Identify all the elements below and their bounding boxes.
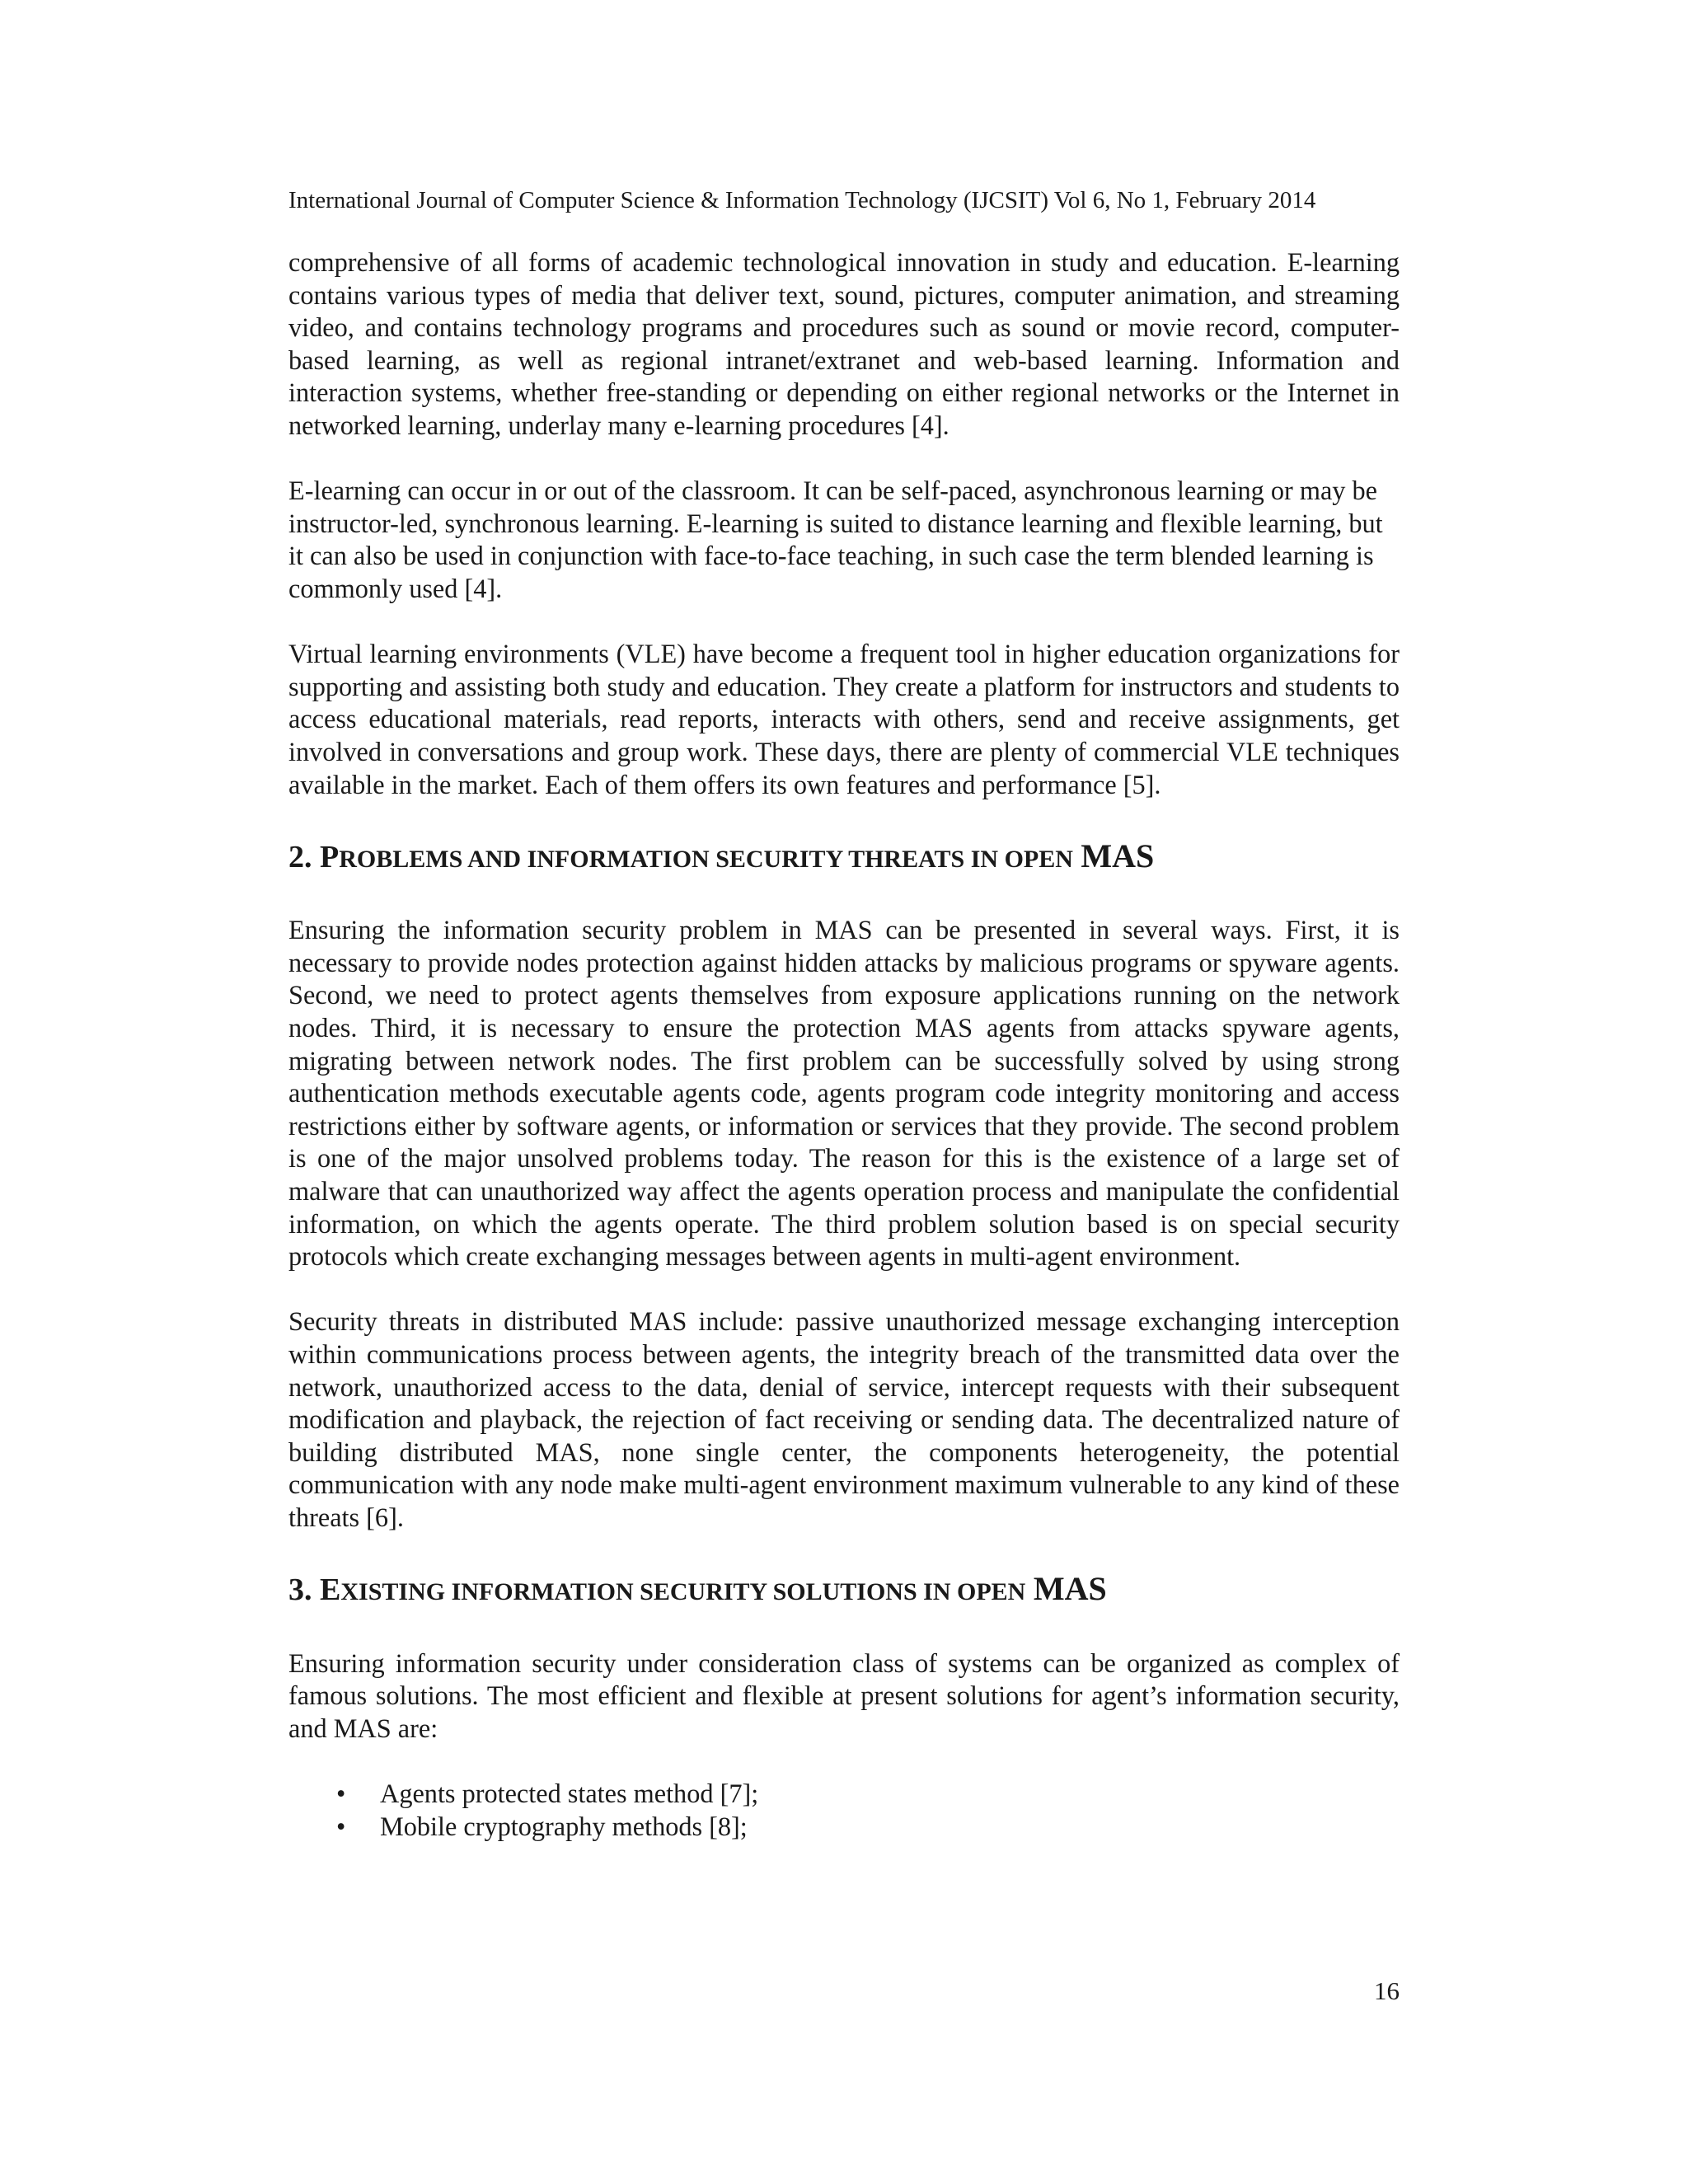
paragraph-security-problem: Ensuring the information security problem in MAS can be presented in several ways. First, it is necessary to provide nodes protection against hidden attacks by malicious programs or spyware agents. Second, we need to protect agents themselves from exposure applications running on the network nodes. Third, it is necessary to ensure the protection MAS agents from attacks spyware agents, migrating between network nodes. The first problem can be successfully solved by using strong authentication methods executable agents code, agents program code integrity monitoring and access restrictions either by software agents, or information or services that they provide. The second problem is one of the major unsolved problems today. The reason for this is the existence of a large set of malware that can unauthorized way affect the agents operation process and manipulate the confidential information, on which the agents operate. The third problem solution based is on special security protocols which create exchanging messages between agents in multi-agent environment. xyxy=(288,915,1400,1272)
paragraph-elearning-definition: comprehensive of all forms of academic technological innovation in study and education. E-learning contains various types of media that deliver text, sound, pictures, computer animation, and streaming video, and contains technology programs and procedures such as sound or movie record, computer-based learning, as well as regional intranet/extranet and web-based learning. Information and interaction systems, whether free-standing or depending on either regional networks or the Internet in networked learning, underlay many e-learning procedures [4]. xyxy=(288,247,1400,440)
section-heading-3-title: XISTING INFORMATION SECURITY SOLUTIONS IN OPEN xyxy=(340,1578,1026,1606)
running-header: International Journal of Computer Science & Information Technology (IJCSIT) Vol 6, No 1, February 2014 xyxy=(288,187,1316,213)
list-item-text: Agents protected states method [7]; xyxy=(380,1779,759,1809)
bullet-icon: • xyxy=(336,1779,346,1809)
solutions-list xyxy=(288,1778,1400,1843)
list-item xyxy=(288,1811,1400,1844)
paragraph-security-threats: Security threats in distributed MAS include: passive unauthorized message exchanging interception within communications process between agents, the integrity breach of the transmitted data over the network, unauthorized access to the data, denial of service, intercept requests with their subsequent modification and playback, the rejection of fact receiving or sending data. The decentralized nature of building distributed MAS, none single center, the components heterogeneity, the potential communication with any node make multi-agent environment maximum vulnerable to any kind of these threats [6]. xyxy=(288,1306,1400,1532)
page-number: 16 xyxy=(1374,1976,1400,2005)
page-body xyxy=(288,246,1400,1843)
paragraph-elearning-classroom: E-learning can occur in or out of the classroom. It can be self-paced, asynchronous learning or may be instructor-led, synchronous learning. E-learning is suited to distance learning and flexible learning, but it can also be used in conjunction with face-to-face teaching, in such case the term blended learning is commonly used [4]. xyxy=(288,476,1383,603)
section-heading-2 xyxy=(288,834,1400,882)
section-heading-3-number: 3. E xyxy=(288,1572,341,1608)
section-heading-3 xyxy=(288,1567,1400,1615)
bullet-icon: • xyxy=(336,1811,346,1841)
paragraph-existing-solutions: Ensuring information security under consideration class of systems can be organized as complex of famous solutions. The most efficient and flexible at present solutions for agent’s information security, and MAS are: xyxy=(288,1647,1400,1743)
paragraph-vle: Virtual learning environments (VLE) have become a frequent tool in higher education organizations for supporting and assisting both study and education. They create a platform for instructors and students to access educational materials, read reports, interacts with others, send and receive assignments, get involved in conversations and group work. These days, there are plenty of commercial VLE techniques available in the market. Each of them offers its own features and performance [5]. xyxy=(288,639,1400,799)
section-heading-3-end: MAS xyxy=(1033,1570,1107,1608)
list-item xyxy=(288,1778,1400,1811)
section-heading-2-title: ROBLEMS AND INFORMATION SECURITY THREATS IN OPEN xyxy=(339,845,1073,873)
list-item-text: Mobile cryptography methods [8]; xyxy=(380,1811,748,1841)
section-heading-2-end: MAS xyxy=(1081,837,1155,874)
section-heading-2-number: 2. P xyxy=(288,839,340,874)
